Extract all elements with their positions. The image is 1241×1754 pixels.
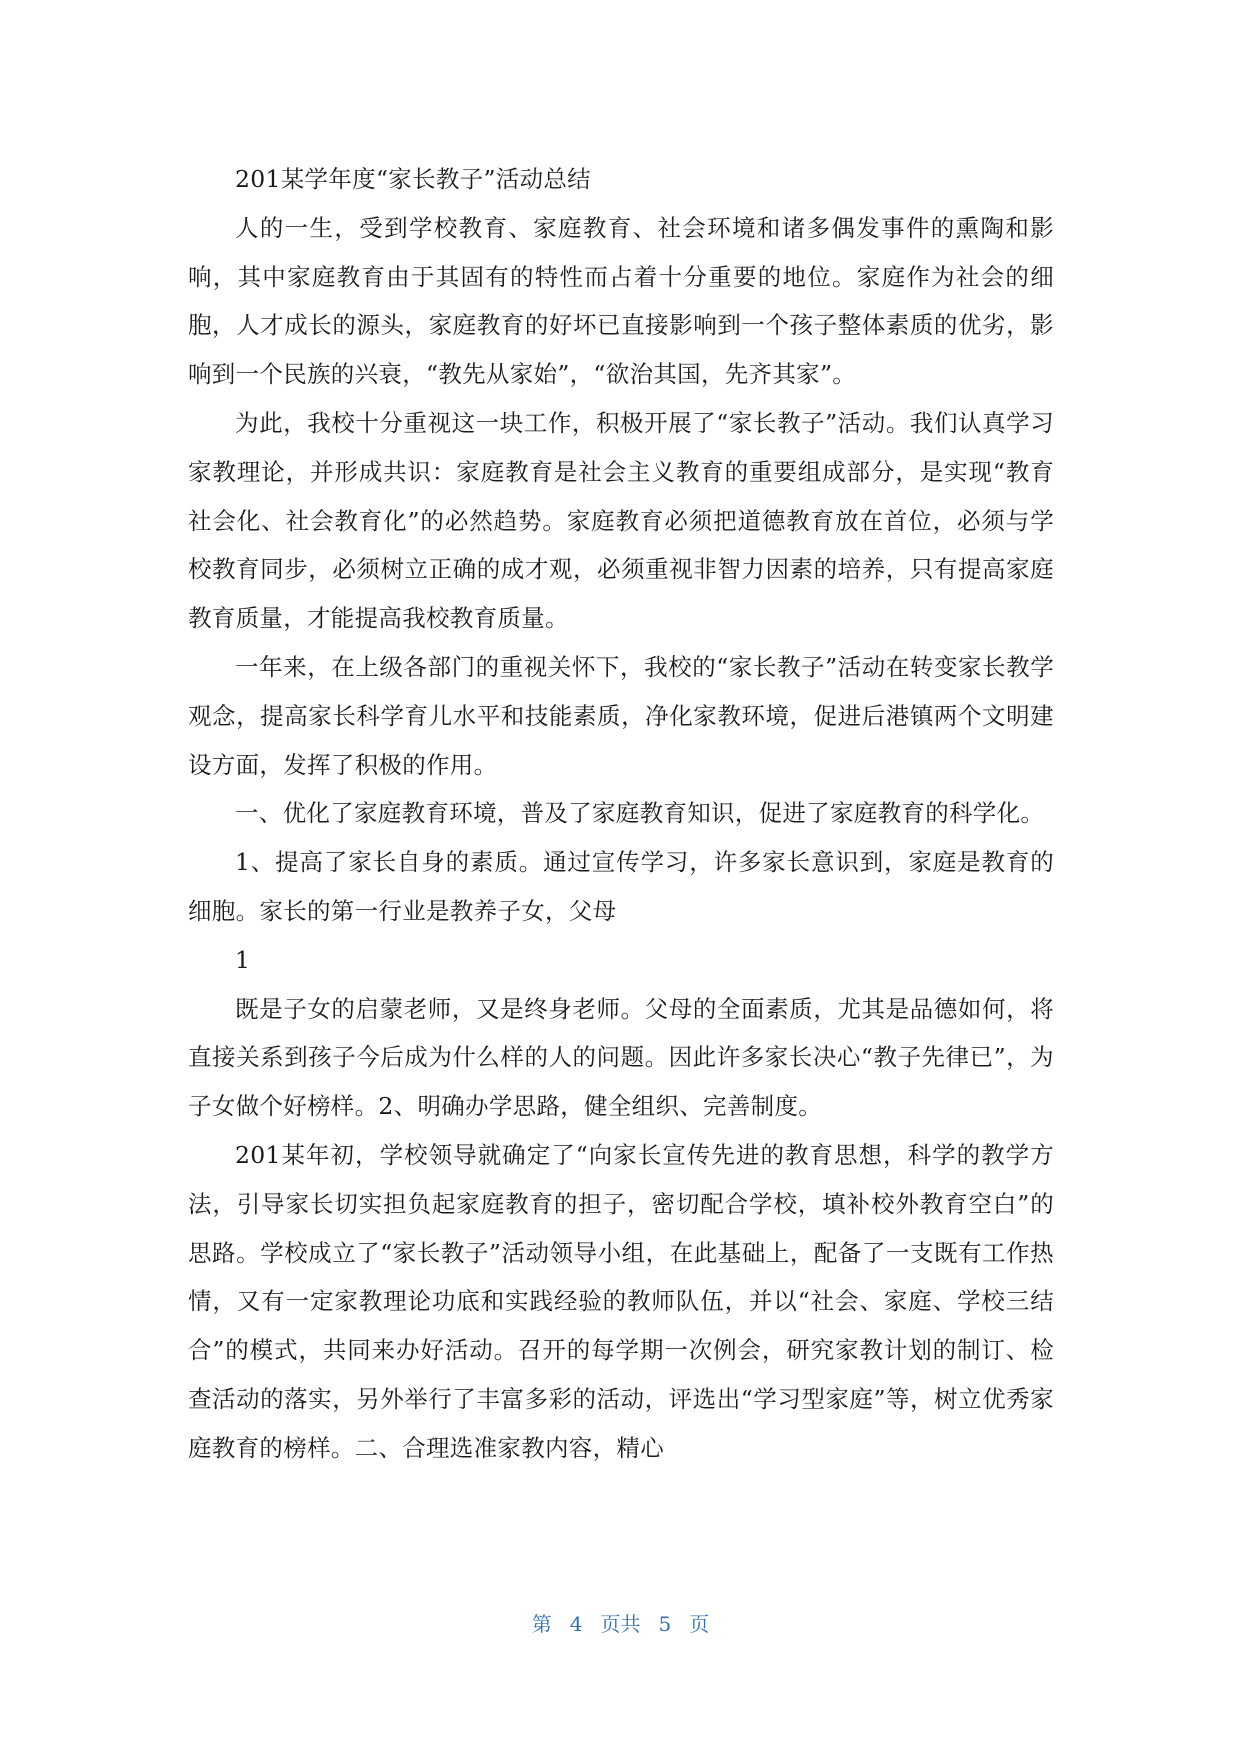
inline-page-number: 1 <box>235 945 251 974</box>
paragraph-school-plan: 201某年初，学校领导就确定了“向家长宣传先进的教育思想，科学的教学方法，引导家长切实担负起家庭教育的担子，密切配合学校，填补校外教育空白”的思路。学校成立了“家长教子”活动领导小组，在此基础上，配备了一支既有工作热情，又有一定家教理论功底和实践经验的教师队伍，并以“社会、家庭、学校三结合”的模式，共同来办好活动。召开的每学期一次例会，研究家教计划的制订、检查活动的落实，另外举行了丰富多彩的活动，评选出“学习型家庭”等，树立优秀家庭教育的榜样。二、合理选准家教内容，精心 <box>188 1140 1054 1462</box>
paragraph-parent-quality: 1、提高了家长自身的素质。通过宣传学习，许多家长意识到，家庭是教育的细胞。家长的第一行业是教养子女，父母 <box>188 848 1054 925</box>
paragraph-parents-teachers: 既是子女的启蒙老师，又是终身老师。父母的全面素质，尤其是品德如何，将直接关系到孩子今后成为什么样的人的问题。因此许多家长决心“教子先律已”，为子女做个好榜样。2、明确办学思路，健全组织、完善制度。 <box>188 994 1054 1121</box>
paragraph-intro: 人的一生，受到学校教育、家庭教育、社会环境和诸多偶发事件的熏陶和影响，其中家庭教育由于其固有的特性而占着十分重要的地位。家庭作为社会的细胞，人才成长的源头，家庭教育的好坏已直接影响到一个孩子整体素质的优劣，影响到一个民族的兴衰，“教先从家始”，“欲治其国，先齐其家”。 <box>188 213 1054 389</box>
section-heading-one: 一、优化了家庭教育环境，普及了家庭教育知识，促进了家庭教育的科学化。 <box>235 799 1045 828</box>
document-body <box>188 155 1054 1473</box>
footer-middle: 页共 <box>600 1612 641 1636</box>
paragraph-year-review: 一年来，在上级各部门的重视关怀下，我校的“家长教子”活动在转变家长教学观念，提高家长科学育儿水平和技能素质，净化家教环境，促进后港镇两个文明建设方面，发挥了积极的作用。 <box>188 652 1054 779</box>
paragraph-importance: 为此，我校十分重视这一块工作，积极开展了“家长教子”活动。我们认真学习家教理论，并形成共识：家庭教育是社会主义教育的重要组成部分，是实现“教育社会化、社会教育化”的必然趋势。家庭教育必须把道德教育放在首位，必须与学校教育同步，必须树立正确的成才观，必须重视非智力因素的培养，只有提高家庭教育质量，才能提高我校教育质量。 <box>188 408 1054 633</box>
footer-current-page: 4 <box>569 1612 583 1636</box>
footer-suffix: 页 <box>689 1612 710 1636</box>
page-footer <box>0 1608 1241 1637</box>
footer-total-pages: 5 <box>658 1612 672 1636</box>
document-title: 201某学年度“家长教子”活动总结 <box>235 165 591 193</box>
footer-prefix: 第 <box>531 1612 552 1636</box>
